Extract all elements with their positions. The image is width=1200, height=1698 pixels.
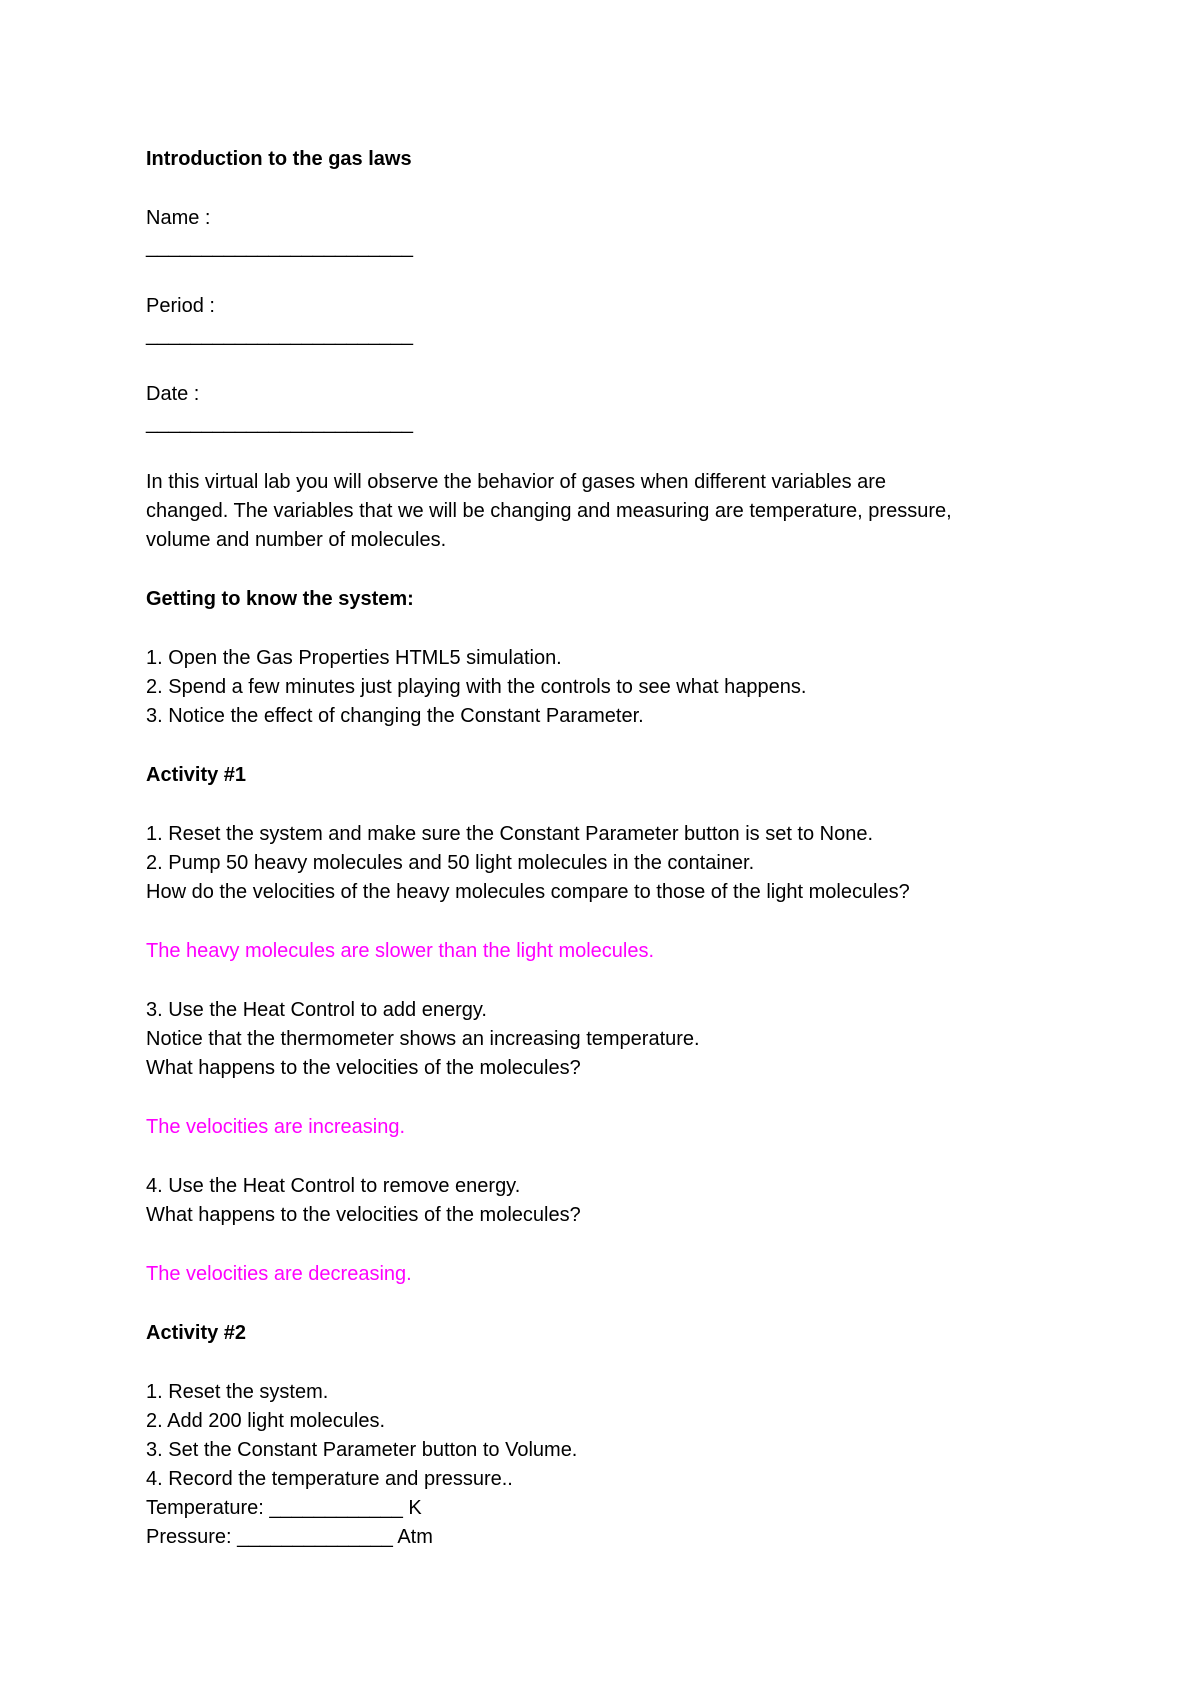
activity-1-answer-3: The velocities are increasing. (146, 1116, 406, 1138)
temperature-record-line: Temperature: ____________ K (146, 1497, 422, 1519)
activity-1-step-4: 4. Use the Heat Control to remove energy. (146, 1175, 521, 1197)
activity-2-step-1: 1. Reset the system. (146, 1381, 329, 1403)
intro-line-1: In this virtual lab you will observe the behavior of gases when different variables are (146, 471, 887, 493)
getting-to-know-step-1: 1. Open the Gas Properties HTML5 simulation. (146, 647, 562, 669)
activity-1-step-3: 3. Use the Heat Control to add energy. (146, 999, 487, 1021)
activity-1-answer-4: The velocities are decreasing. (146, 1263, 412, 1285)
getting-to-know-step-2: 2. Spend a few minutes just playing with the controls to see what happens. (146, 676, 807, 698)
activity-2-step-2: 2. Add 200 light molecules. (146, 1410, 386, 1432)
pressure-record-line: Pressure: ______________ Atm (146, 1526, 433, 1548)
name-label: Name : (146, 207, 211, 229)
activity-1-heading: Activity #1 (146, 764, 247, 786)
activity-1-step-2: 2. Pump 50 heavy molecules and 50 light molecules in the container. (146, 852, 755, 874)
activity-1-question-4: What happens to the velocities of the molecules? (146, 1204, 581, 1226)
getting-to-know-heading: Getting to know the system: (146, 588, 414, 610)
activity-2-step-4: 4. Record the temperature and pressure.. (146, 1468, 513, 1490)
activity-1-question-3: What happens to the velocities of the molecules? (146, 1057, 581, 1079)
period-blank-line: ________________________ (146, 324, 413, 346)
period-label: Period : (146, 295, 215, 317)
intro-line-3: volume and number of molecules. (146, 529, 447, 551)
getting-to-know-step-3: 3. Notice the effect of changing the Constant Parameter. (146, 705, 644, 727)
activity-1-question-1: How do the velocities of the heavy molecules compare to those of the light molecules? (146, 881, 910, 903)
name-blank-line: ________________________ (146, 236, 413, 258)
activity-2-step-3: 3. Set the Constant Parameter button to Volume. (146, 1439, 578, 1461)
date-blank-line: ________________________ (146, 412, 413, 434)
activity-1-note-3: Notice that the thermometer shows an increasing temperature. (146, 1028, 700, 1050)
activity-1-answer-1: The heavy molecules are slower than the light molecules. (146, 940, 655, 962)
activity-2-heading: Activity #2 (146, 1322, 247, 1344)
date-label: Date : (146, 383, 200, 405)
activity-1-step-1: 1. Reset the system and make sure the Constant Parameter button is set to None. (146, 823, 874, 845)
intro-line-2: changed. The variables that we will be changing and measuring are temperature, pressure, (146, 500, 952, 522)
document-title: Introduction to the gas laws (146, 148, 412, 170)
